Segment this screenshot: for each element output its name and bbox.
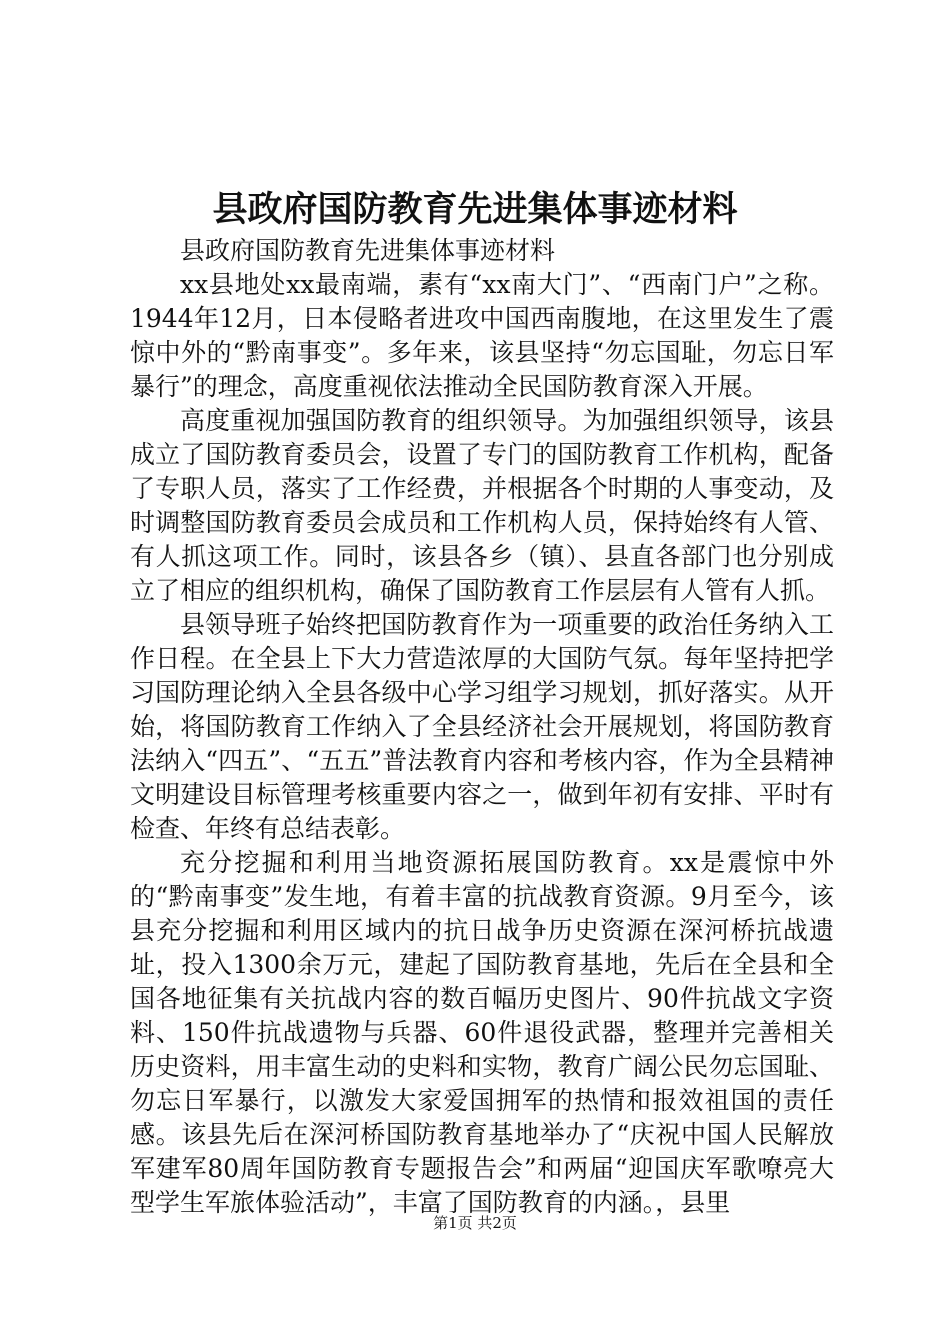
paragraph: 充分挖掘和利用当地资源拓展国防教育。xx是震惊中外的“黔南事变”发生地，有着丰富的抗战教育资源。9月至今，该县充分挖掘和利用区域内的抗日战争历史资源在深河桥抗战遗址，投入1300余万元，建起了国防教育基地，先后在全县和全国各地征集有关抗战内容的数百幅历史图片、90件抗战文字资料、150件抗战遗物与兵器、60件退役武器，整理并完善相关历史资料，用丰富生动的史料和实物，教育广阔公民勿忘国耻、勿忘日军暴行，以激发大家爱国拥军的热情和报效祖国的责任感。该县先后在深河桥国防教育基地举办了“庆祝中国人民解放军建军80周年国防教育专题报告会”和两届“迎国庆军歌嘹亮大型学生军旅体验活动”，丰富了国防教育的内涵。，县里 <box>130 848 834 1217</box>
page-number-footer: 第1页 共2页 <box>433 1214 517 1232</box>
document-title: 县政府国防教育先进集体事迹材料 <box>212 189 738 230</box>
document-body <box>130 234 834 1220</box>
paragraph: 县政府国防教育先进集体事迹材料 <box>180 236 556 265</box>
paragraph: 高度重视加强国防教育的组织领导。为加强组织领导，该县成立了国防教育委员会，设置了专门的国防教育工作机构，配备了专职人员，落实了工作经费，并根据各个时期的人事变动，及时调整国防教育委员会成员和工作机构人员，保持始终有人管、有人抓这项工作。同时，该县各乡（镇）、县直各部门也分别成立了相应的组织机构，确保了国防教育工作层层有人管有人抓。 <box>130 406 834 605</box>
paragraph: 县领导班子始终把国防教育作为一项重要的政治任务纳入工作日程。在全县上下大力营造浓厚的大国防气氛。每年坚持把学习国防理论纳入全县各级中心学习组学习规划，抓好落实。从开始，将国防教育工作纳入了全县经济社会开展规划，将国防教育法纳入“四五”、“五五”普法教育内容和考核内容，作为全县精神文明建设目标管理考核重要内容之一，做到年初有安排、平时有检查、年终有总结表彰。 <box>130 610 834 843</box>
paragraph: xx县地处xx最南端，素有“xx南大门”、“西南门户”之称。1944年12月，日本侵略者进攻中国西南腹地，在这里发生了震惊中外的“黔南事变”。多年来，该县坚持“勿忘国耻，勿忘日军暴行”的理念，高度重视依法推动全民国防教育深入开展。 <box>130 270 834 401</box>
